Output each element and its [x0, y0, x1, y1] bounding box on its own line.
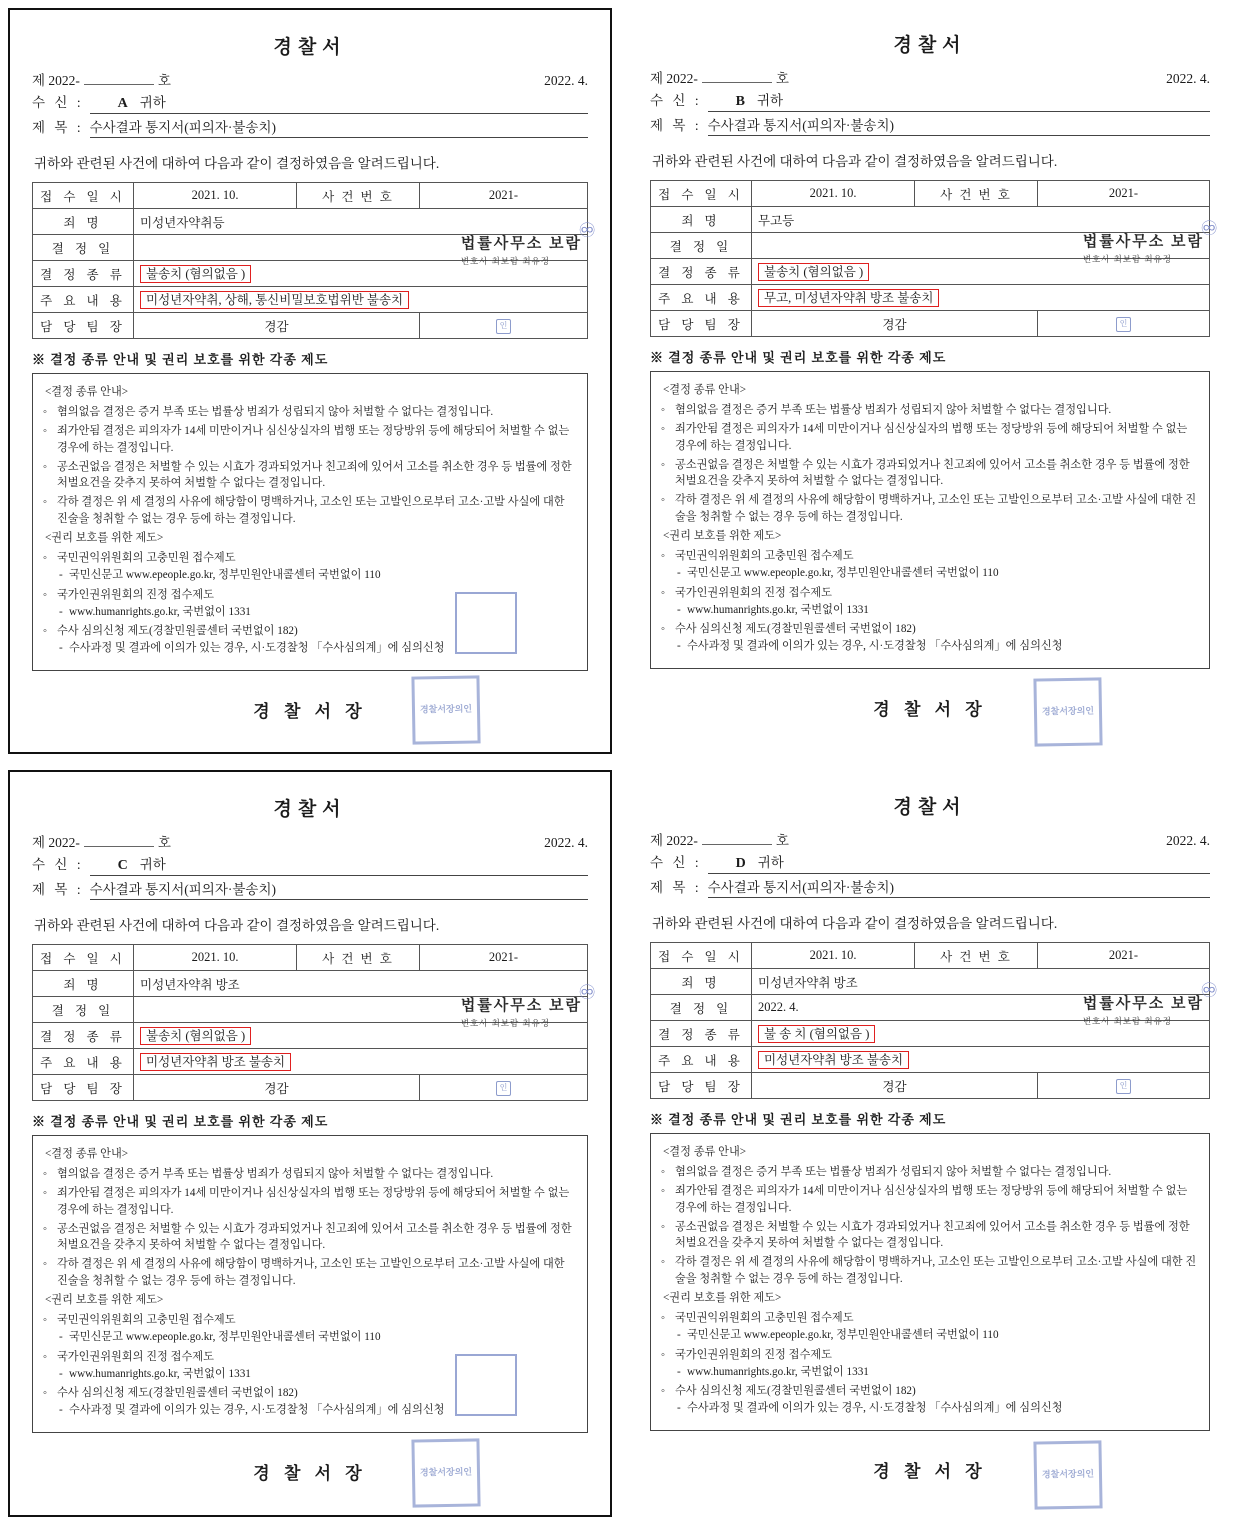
subject-underline [708, 876, 1210, 898]
receipt-value: 2021. 10. [752, 943, 915, 969]
closing-line: 경 찰 서 장 [253, 701, 367, 721]
list-item: - 수사과정 및 결과에 이의가 있는 경우, 시·도경찰청 「수사심의계」에 심의신청 [57, 1402, 577, 1418]
main-content-label: 주 요 내 용 [651, 285, 752, 311]
doc-number-label: 제 2022- [32, 835, 80, 850]
table-row [33, 1075, 588, 1101]
list-item: ◦ 죄가안됨 결정은 피의자가 14세 미만이거나 심신상실자의 법행 또는 정당방위 등에 해당되어 처벌할 수 없는 경우에 하는 결정입니다. [43, 423, 577, 455]
recipient-label: 수 신 : [650, 855, 702, 870]
document-cell-d [620, 762, 1240, 1525]
rights-item-main: 국가인권위원회의 진정 접수제도 [57, 588, 214, 601]
rights-item-main: 수사 심의신청 제도(경찰민원콜센터 국번없이 182) [57, 625, 298, 638]
recipient-row [650, 89, 1210, 112]
subject-label: 제 목 : [32, 120, 84, 135]
guide-box [32, 1135, 588, 1433]
decision-date-value: 2022. 4. [752, 995, 1210, 1021]
list-item: ◦ 각하 결정은 위 세 결정의 사유에 해당함이 명백하거나, 고소인 또는 고발인으로부터 고소·고발 사실에 대한 진술을 청취할 수 없는 경우 등에 하는 결정입니다. [43, 494, 577, 526]
guide-head: <결정 종류 안내> [663, 1146, 747, 1158]
list-item: ◦ 공소권없음 결정은 처벌할 수 있는 시효가 경과되었거나 친고죄에 있어서 고소를 취소한 경우 등 법률에 정한 처벌요건을 갖추지 못하여 처벌할 수 없다는 결정입니다. [43, 1221, 577, 1253]
issue-date: 2022. 4. [1166, 833, 1210, 848]
rights-head: <권리 보호를 위한 제도> [663, 529, 782, 542]
list-item: ◦ 죄가안됨 결정은 피의자가 14세 미만이거나 심신상실자의 법행 또는 정당방위 등에 해당되어 처벌할 수 없는 경우에 하는 결정입니다. [661, 1183, 1199, 1215]
case-no-value: 2021- [420, 945, 588, 971]
team-leader-value: 경감 [134, 313, 420, 339]
table-row [651, 207, 1210, 233]
rights-item-main: 수사 심의신청 제도(경찰민원콜센터 국번없이 182) [675, 623, 916, 636]
official-seal-text: 경찰서장의인 [419, 1466, 473, 1478]
recipient-suffix: 귀하 [139, 95, 166, 110]
table-row [33, 945, 588, 971]
list-item: ◦ 죄가안됨 결정은 피의자가 14세 미만이거나 심신상실자의 법행 또는 정당방위 등에 해당되어 처벌할 수 없는 경우에 하는 결정입니다. [661, 421, 1199, 453]
doc-number-row [32, 831, 588, 851]
list-item: ◦ 각하 결정은 위 세 결정의 사유에 해당함이 명백하거나, 고소인 또는 고발인으로부터 고소·고발 사실에 대한 진술을 청취할 수 없는 경우 등에 하는 결정입니다. [661, 492, 1199, 524]
recipient-underline [90, 91, 588, 114]
main-content-value: 미성년자약취 방조 불송치 [758, 1051, 909, 1069]
police-notice-c [8, 770, 612, 1517]
team-leader-label: 담 당 팀 장 [33, 1075, 134, 1101]
intro-text: 귀하와 관련된 사건에 대하여 다음과 같이 결정하였음을 알려드립니다. [652, 154, 1058, 169]
list-item [661, 585, 1199, 618]
doc-number-label: 제 2022- [650, 71, 698, 86]
table-row [33, 183, 588, 209]
crime-label: 죄 명 [33, 971, 134, 997]
law-firm-name: 법률사무소 보람 [460, 236, 582, 252]
team-leader-value: 경감 [134, 1075, 420, 1101]
recipient-underline [90, 853, 588, 876]
crime-value: 미성년자약취등 [134, 209, 588, 235]
document-cell-b [620, 0, 1240, 762]
list-item: ◦ 혐의없음 결정은 증거 부족 또는 법률상 범죄가 성립되지 않아 처벌할 수 없다는 결정입니다. [661, 1164, 1199, 1180]
crime-value: 무고등 [752, 207, 1210, 233]
list-item: - 국민신문고 www.epeople.go.kr, 정부민원안내콜센터 국번없이 110 [675, 565, 1199, 581]
main-content-label: 주 요 내 용 [651, 1047, 752, 1073]
crime-label: 죄 명 [651, 207, 752, 233]
case-no-value: 2021- [420, 183, 588, 209]
main-content-value: 미성년자약취 방조 불송치 [140, 1053, 291, 1071]
seal-icon: 인 [1116, 317, 1131, 332]
recipient-row [32, 91, 588, 114]
recipient-row [650, 851, 1210, 874]
rights-sub [675, 638, 1199, 654]
receipt-value: 2021. 10. [134, 945, 297, 971]
list-item: - www.humanrights.go.kr, 국번없이 1331 [57, 604, 577, 620]
intro-text: 귀하와 관련된 사건에 대하여 다음과 같이 결정하였음을 알려드립니다. [652, 916, 1058, 931]
team-leader-seal-cell [420, 1075, 588, 1101]
case-no-label: 사 건 번 호 [915, 181, 1038, 207]
list-item [661, 1310, 1199, 1343]
law-firm-members: 변호사 최보람 최유정 [1082, 254, 1172, 264]
rights-sub [675, 602, 1199, 618]
guide-head: <결정 종류 안내> [45, 386, 129, 398]
list-item: ◦ 혐의없음 결정은 증거 부족 또는 법률상 범죄가 성립되지 않아 처벌할 수 없다는 결정입니다. [661, 402, 1199, 418]
recipient-label: 수 신 : [32, 95, 84, 110]
seal-icon: 인 [1116, 1079, 1131, 1094]
subject-underline [90, 878, 588, 900]
crime-label: 죄 명 [651, 969, 752, 995]
list-item: ◦ 공소권없음 결정은 처벌할 수 있는 시효가 경과되었거나 친고죄에 있어서 고소를 취소한 경우 등 법률에 정한 처벌요건을 갖추지 못하여 처벌할 수 없다는 결정입니다. [661, 1219, 1199, 1251]
intro-text: 귀하와 관련된 사건에 대하여 다음과 같이 결정하였음을 알려드립니다. [34, 156, 440, 171]
official-seal-text: 경찰서장의인 [1041, 705, 1095, 717]
seal-icon: 인 [496, 319, 511, 334]
rights-head: <권리 보호를 위한 제도> [663, 1291, 782, 1304]
page-title: 경찰서 [893, 797, 967, 818]
guide-head: <결정 종류 안내> [663, 384, 747, 396]
recipient-underline [708, 89, 1210, 112]
subject-row [32, 878, 588, 900]
case-no-value: 2021- [1038, 943, 1210, 969]
law-firm-logo [460, 220, 596, 267]
case-no-value: 2021- [1038, 181, 1210, 207]
list-item: - www.humanrights.go.kr, 국번없이 1331 [675, 1364, 1199, 1380]
rights-item-main: 수사 심의신청 제도(경찰민원콜센터 국번없이 182) [675, 1385, 916, 1398]
rights-head: <권리 보호를 위한 제도> [45, 1293, 164, 1306]
subject-row [650, 876, 1210, 898]
official-seal-stamp [1033, 677, 1102, 746]
case-no-label: 사 건 번 호 [297, 945, 420, 971]
recipient-value: C [117, 858, 128, 873]
list-item: - 수사과정 및 결과에 이의가 있는 경우, 시·도경찰청 「수사심의계」에 심의신청 [675, 1400, 1199, 1416]
subject-label: 제 목 : [650, 880, 702, 895]
decision-type-value: 불송치 (혐의없음 ) [140, 1027, 251, 1045]
subject-label: 제 목 : [32, 882, 84, 897]
intro-text: 귀하와 관련된 사건에 대하여 다음과 같이 결정하였음을 알려드립니다. [34, 918, 440, 933]
main-content-value: 미성년자약취, 상해, 통신비밀보호법위반 불송치 [140, 291, 409, 309]
main-content-value: 무고, 미성년자약취 방조 불송치 [758, 289, 939, 307]
case-no-label: 사 건 번 호 [915, 943, 1038, 969]
table-row [33, 287, 588, 313]
table-row [33, 971, 588, 997]
rights-head: <권리 보호를 위한 제도> [45, 531, 164, 544]
rights-sub [675, 1400, 1199, 1416]
official-seal-stamp [411, 1438, 480, 1507]
rights-sub [675, 565, 1199, 581]
rights-item-main: 국민권익위원회의 고충민원 접수제도 [57, 1314, 236, 1327]
recipient-suffix: 귀하 [756, 93, 784, 108]
decision-type-label: 결 정 종 류 [651, 259, 752, 285]
team-leader-seal-cell [1038, 311, 1210, 337]
receipt-label: 접 수 일 시 [33, 183, 134, 209]
receipt-value: 2021. 10. [134, 183, 297, 209]
guide-box [32, 373, 588, 671]
table-row [33, 313, 588, 339]
list-item: - 수사과정 및 결과에 이의가 있는 경우, 시·도경찰청 「수사심의계」에 심의신청 [675, 638, 1199, 654]
main-content-label: 주 요 내 용 [33, 1049, 134, 1075]
guide-list [661, 402, 1199, 525]
table-row [651, 1047, 1210, 1073]
doc-number-label: 제 2022- [32, 73, 80, 88]
list-item [661, 548, 1199, 581]
team-leader-seal-cell [1038, 1073, 1210, 1099]
guide-list [43, 404, 577, 527]
law-firm-name: 법률사무소 보람 [1082, 996, 1204, 1012]
recipient-suffix: 귀하 [139, 857, 166, 872]
list-item [43, 1312, 577, 1345]
table-row [651, 1073, 1210, 1099]
rights-sub [57, 1329, 577, 1345]
law-firm-name: 법률사무소 보람 [1082, 234, 1204, 250]
list-item: - 국민신문고 www.epeople.go.kr, 정부민원안내콜센터 국번없이 110 [675, 1327, 1199, 1343]
subject-underline [90, 116, 588, 138]
section-title: ※ 결정 종류 안내 및 권리 보호를 위한 각종 제도 [32, 1114, 329, 1129]
list-item [661, 1383, 1199, 1416]
list-item: - 국민신문고 www.epeople.go.kr, 정부민원안내콜센터 국번없이 110 [57, 567, 577, 583]
list-item: ◦ 각하 결정은 위 세 결정의 사유에 해당함이 명백하거나, 고소인 또는 고발인으로부터 고소·고발 사실에 대한 진술을 청취할 수 없는 경우 등에 하는 결정입니다. [661, 1254, 1199, 1286]
main-content-cell [134, 1049, 588, 1075]
decision-type-label: 결 정 종 류 [33, 261, 134, 287]
guide-box [650, 371, 1210, 669]
rights-item-main: 국민권익위원회의 고충민원 접수제도 [57, 552, 236, 565]
doc-number-suffix: 호 [775, 71, 789, 86]
recipient-row [32, 853, 588, 876]
subject-label: 제 목 : [650, 118, 702, 133]
list-item: ◦ 공소권없음 결정은 처벌할 수 있는 시효가 경과되었거나 친고죄에 있어서 고소를 취소한 경우 등 법률에 정한 처벌요건을 갖추지 못하여 처벌할 수 없다는 결정입니다. [43, 459, 577, 491]
list-item [661, 1347, 1199, 1380]
main-content-cell [752, 1047, 1210, 1073]
rights-list [661, 548, 1199, 654]
subject-value: 수사결과 통지서(피의자·불송치) [89, 882, 276, 897]
doc-number-label: 제 2022- [650, 833, 698, 848]
team-leader-label: 담 당 팀 장 [651, 1073, 752, 1099]
list-item: - www.humanrights.go.kr, 국번없이 1331 [675, 602, 1199, 618]
law-firm-logo [460, 982, 596, 1029]
decision-type-label: 결 정 종 류 [33, 1023, 134, 1049]
rights-item-main: 국가인권위원회의 진정 접수제도 [675, 586, 832, 599]
guide-box [650, 1133, 1210, 1431]
crime-value: 미성년자약취 방조 [752, 969, 1210, 995]
page-title: 경찰서 [273, 799, 347, 820]
document-cell-a [0, 0, 620, 762]
page-title: 경찰서 [273, 37, 347, 58]
law-firm-logo [1082, 980, 1218, 1027]
team-leader-label: 담 당 팀 장 [33, 313, 134, 339]
crime-label: 죄 명 [33, 209, 134, 235]
rights-item-main: 수사 심의신청 제도(경찰민원콜센터 국번없이 182) [57, 1387, 298, 1400]
recipient-label: 수 신 : [650, 93, 702, 108]
subject-value: 수사결과 통지서(피의자·불송치) [707, 118, 894, 133]
main-content-cell [752, 285, 1210, 311]
rights-sub [675, 1364, 1199, 1380]
table-row [651, 311, 1210, 337]
swirl-icon: ♾ [578, 220, 596, 242]
swirl-icon: ♾ [578, 982, 596, 1004]
decision-date-label: 결 정 일 [651, 995, 752, 1021]
section-title: ※ 결정 종류 안내 및 권리 보호를 위한 각종 제도 [650, 350, 947, 365]
list-item: ◦ 죄가안됨 결정은 피의자가 14세 미만이거나 심신상실자의 법행 또는 정당방위 등에 해당되어 처벌할 수 없는 경우에 하는 결정입니다. [43, 1185, 577, 1217]
receipt-value: 2021. 10. [752, 181, 915, 207]
swirl-icon: ♾ [1200, 218, 1218, 240]
table-row [651, 943, 1210, 969]
subject-value: 수사결과 통지서(피의자·불송치) [89, 120, 276, 135]
police-notice-b [628, 8, 1232, 754]
team-leader-value: 경감 [752, 1073, 1038, 1099]
list-item: ◦ 혐의없음 결정은 증거 부족 또는 법률상 범죄가 성립되지 않아 처벌할 수 없다는 결정입니다. [43, 1166, 577, 1182]
doc-number-row [32, 69, 588, 89]
seal-icon: 인 [496, 1081, 511, 1096]
recipient-suffix: 귀하 [757, 855, 784, 870]
decision-type-value: 불송치 (혐의없음 ) [758, 263, 869, 281]
closing-line: 경 찰 서 장 [873, 1461, 987, 1481]
doc-number-suffix: 호 [775, 833, 789, 848]
doc-number-row [650, 67, 1210, 87]
decision-date-label: 결 정 일 [651, 233, 752, 259]
guide-list [43, 1166, 577, 1289]
list-item: ◦ 혐의없음 결정은 증거 부족 또는 법률상 범죄가 성립되지 않아 처벌할 수 없다는 결정입니다. [43, 404, 577, 420]
swirl-icon: ♾ [1200, 980, 1218, 1002]
law-firm-members: 변호사 최보람 최유정 [460, 256, 550, 266]
doc-number-suffix: 호 [157, 835, 171, 850]
list-item: - www.humanrights.go.kr, 국번없이 1331 [57, 1366, 577, 1382]
recipient-value: A [117, 96, 128, 111]
case-no-label: 사 건 번 호 [297, 183, 420, 209]
rights-item-main: 국가인권위원회의 진정 접수제도 [57, 1350, 214, 1363]
official-seal-stamp [411, 675, 480, 744]
decision-type-value: 불 송 치 (혐의없음 ) [758, 1025, 875, 1043]
document-cell-c [0, 762, 620, 1525]
law-firm-members: 변호사 최보람 최유정 [460, 1018, 550, 1028]
subject-underline [708, 114, 1210, 136]
official-seal-text: 경찰서장의인 [419, 703, 473, 715]
list-item: - 수사과정 및 결과에 이의가 있는 경우, 시·도경찰청 「수사심의계」에 심의신청 [57, 640, 577, 656]
team-leader-seal-cell [420, 313, 588, 339]
list-item [43, 550, 577, 583]
receipt-label: 접 수 일 시 [651, 181, 752, 207]
crime-value: 미성년자약취 방조 [134, 971, 588, 997]
receipt-label: 접 수 일 시 [33, 945, 134, 971]
list-item: ◦ 각하 결정은 위 세 결정의 사유에 해당함이 명백하거나, 고소인 또는 고발인으로부터 고소·고발 사실에 대한 진술을 청취할 수 없는 경우 등에 하는 결정입니다. [43, 1256, 577, 1288]
rights-sub [675, 1327, 1199, 1343]
subject-row [32, 116, 588, 138]
rights-item-main: 국민권익위원회의 고충민원 접수제도 [675, 550, 854, 563]
decision-date-label: 결 정 일 [33, 235, 134, 261]
doc-number-suffix: 호 [157, 73, 171, 88]
list-item: - 국민신문고 www.epeople.go.kr, 정부민원안내콜센터 국번없이 110 [57, 1329, 577, 1345]
table-row [33, 1049, 588, 1075]
guide-head: <결정 종류 안내> [45, 1148, 129, 1160]
recipient-label: 수 신 : [32, 857, 84, 872]
list-item: ◦ 공소권없음 결정은 처벌할 수 있는 시효가 경과되었거나 친고죄에 있어서 고소를 취소한 경우 등 법률에 정한 처벌요건을 갖추지 못하여 처벌할 수 없다는 결정입니다. [661, 457, 1199, 489]
recipient-underline [708, 851, 1210, 874]
issue-date: 2022. 4. [1166, 71, 1210, 86]
rights-item-main: 국민권익위원회의 고충민원 접수제도 [675, 1312, 854, 1325]
table-row [651, 181, 1210, 207]
main-content-cell [134, 287, 588, 313]
issue-date: 2022. 4. [544, 73, 588, 88]
list-item [661, 621, 1199, 654]
team-leader-value: 경감 [752, 311, 1038, 337]
table-row [651, 969, 1210, 995]
section-title: ※ 결정 종류 안내 및 권리 보호를 위한 각종 제도 [32, 352, 329, 367]
team-leader-label: 담 당 팀 장 [651, 311, 752, 337]
police-notice-d [628, 770, 1232, 1517]
doc-number-row [650, 829, 1210, 849]
closing-line: 경 찰 서 장 [253, 1463, 367, 1483]
issue-date: 2022. 4. [544, 835, 588, 850]
decision-type-label: 결 정 종 류 [651, 1021, 752, 1047]
rights-list [661, 1310, 1199, 1416]
law-firm-members: 변호사 최보람 최유정 [1082, 1016, 1172, 1026]
recipient-value: B [735, 94, 745, 109]
subject-row [650, 114, 1210, 136]
police-notice-a [8, 8, 612, 754]
main-content-label: 주 요 내 용 [33, 287, 134, 313]
law-firm-name: 법률사무소 보람 [460, 998, 582, 1014]
decision-type-value: 불송치 (혐의없음 ) [140, 265, 251, 283]
official-seal-text: 경찰서장의인 [1041, 1468, 1095, 1480]
official-seal-stamp [1033, 1440, 1102, 1509]
guide-list [661, 1164, 1199, 1287]
subject-value: 수사결과 통지서(피의자·불송치) [707, 880, 894, 895]
table-row [651, 285, 1210, 311]
blank-stamp-box [455, 1354, 517, 1416]
rights-sub [57, 567, 577, 583]
receipt-label: 접 수 일 시 [651, 943, 752, 969]
law-firm-logo [1082, 218, 1218, 265]
closing-line: 경 찰 서 장 [873, 699, 987, 719]
decision-date-label: 결 정 일 [33, 997, 134, 1023]
page-title: 경찰서 [893, 35, 967, 56]
recipient-value: D [735, 856, 746, 871]
blank-stamp-box [455, 592, 517, 654]
section-title: ※ 결정 종류 안내 및 권리 보호를 위한 각종 제도 [650, 1112, 947, 1127]
rights-item-main: 국가인권위원회의 진정 접수제도 [675, 1348, 832, 1361]
table-row [33, 209, 588, 235]
